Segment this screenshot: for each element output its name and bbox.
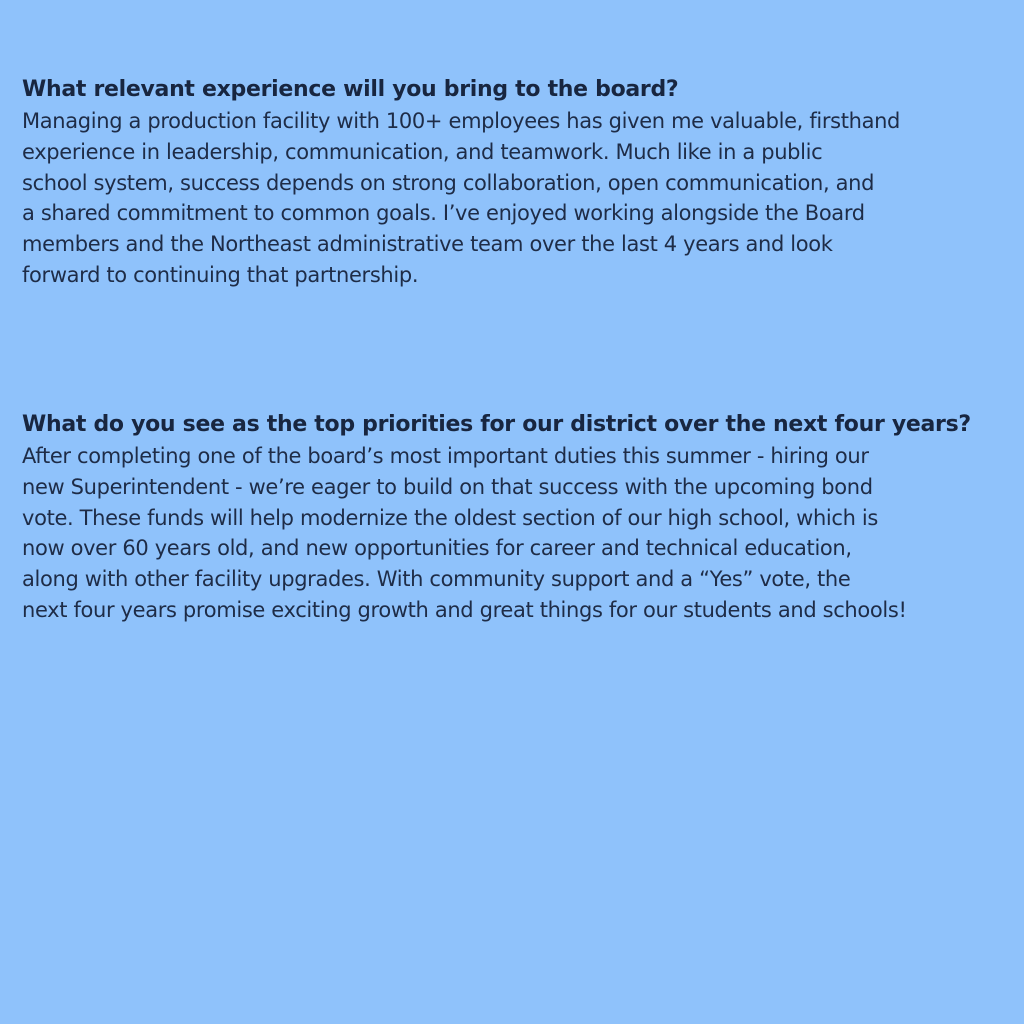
answer-line: members and the Northeast administrative team over the last 4 years and look xyxy=(22,232,833,257)
answer-line: school system, success depends on strong collaboration, open communication, and xyxy=(22,170,875,195)
answer-line: Managing a production facility with 100+ employees has given me valuable, firsthand xyxy=(22,109,901,133)
answer-line: along with other facility upgrades. With community support and a “Yes” vote, the xyxy=(22,567,851,592)
answer-paragraph xyxy=(22,441,1002,626)
answer-line: vote. These funds will help modernize the oldest section of our high school, which is xyxy=(22,505,878,530)
answer-paragraph xyxy=(22,106,1002,291)
qa-section-experience xyxy=(22,74,1002,291)
answer-line: a shared commitment to common goals. I’ve enjoyed working alongside the Board xyxy=(22,201,865,226)
answer-line: now over 60 years old, and new opportunities for career and technical education, xyxy=(22,536,852,561)
answer-line: After completing one of the board’s most important duties this summer - hiring our xyxy=(22,444,869,468)
qa-section-priorities xyxy=(22,409,1002,626)
question-heading: What relevant experience will you bring to the board? xyxy=(22,77,679,102)
answer-line: next four years promise exciting growth and great things for our students and schools! xyxy=(22,597,907,622)
question-heading: What do you see as the top priorities for our district over the next four years? xyxy=(22,412,971,437)
answer-line: experience in leadership, communication, and teamwork. Much like in a public xyxy=(22,139,823,164)
answer-line: new Superintendent - we’re eager to build on that success with the upcoming bond xyxy=(22,474,873,499)
answer-line: forward to continuing that partnership. xyxy=(22,262,419,287)
